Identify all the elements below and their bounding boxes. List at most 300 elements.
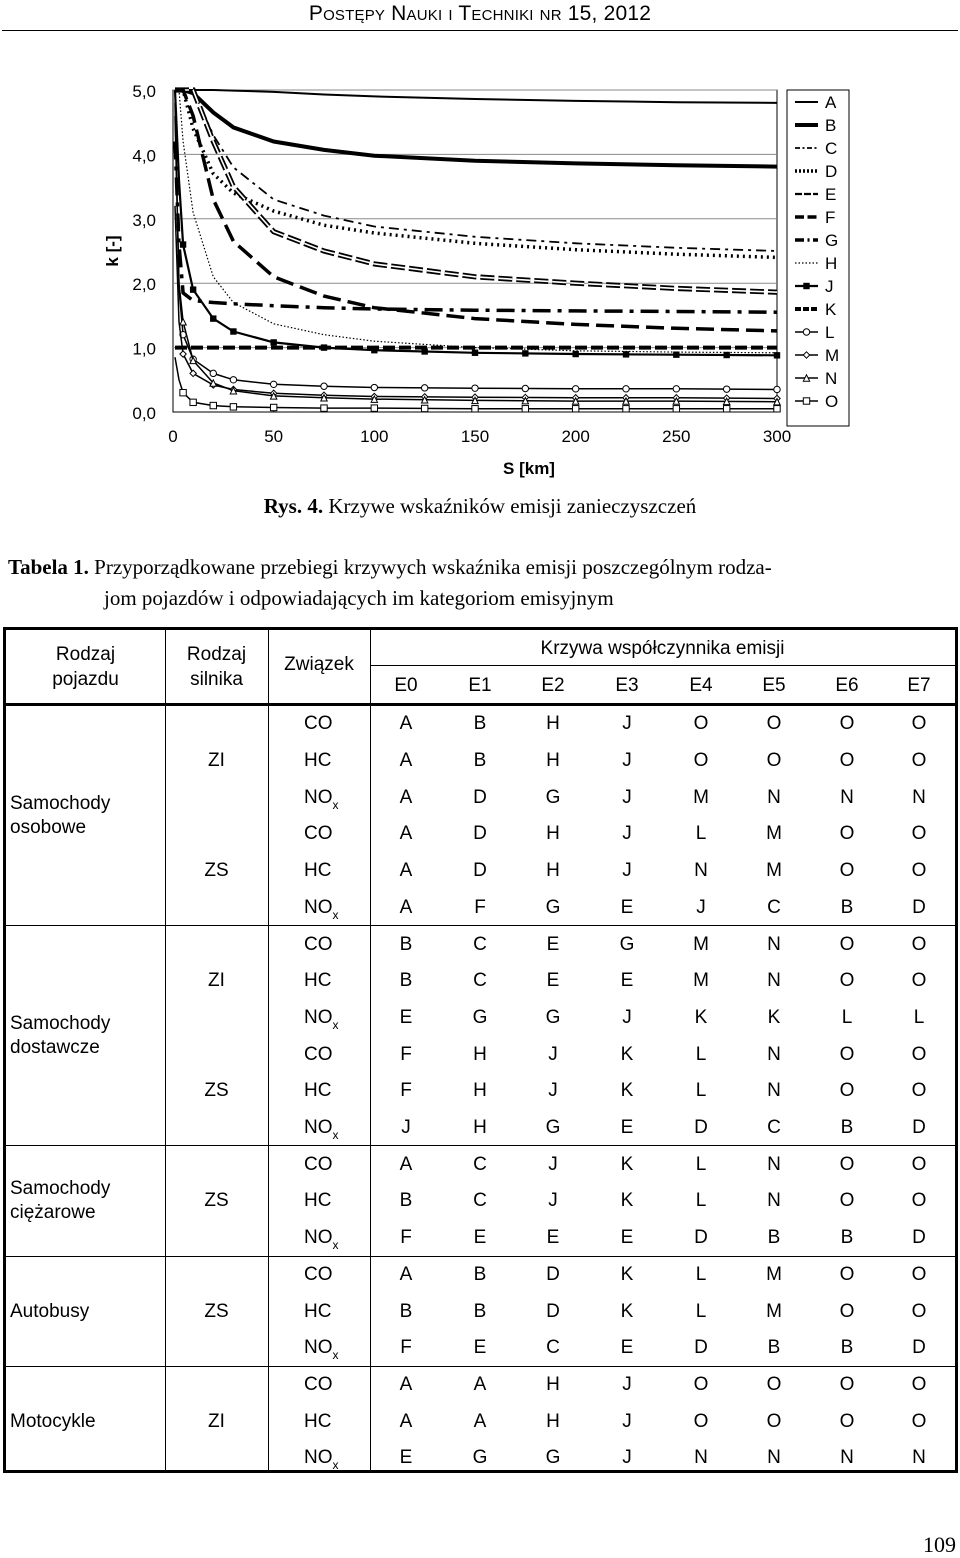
series-point-o [723,406,729,412]
compound-name: NO [304,896,333,918]
compound-subscript: x [332,797,339,812]
curve-cell: D [912,1227,926,1249]
table-caption-line2: jom pojazdów i odpowiadających im kategoriom emisyjnym [104,586,614,610]
curve-cell: B [840,1117,854,1139]
table-label: Tabela 1. [8,555,89,579]
curve-cell: L [913,1006,925,1028]
curve-cell: G [545,786,561,808]
series-point-j [190,286,196,292]
series-point-j [472,350,478,356]
compound-name: NO [304,1447,333,1469]
series-point-l [472,385,478,391]
header-curve: Krzywa współczynnika emisji [540,638,785,659]
journal-title: Postępy Nauki i Techniki nr 15, 2012 [308,2,652,25]
figure-caption [0,494,960,519]
compound [304,970,331,992]
curve-cell: J [622,713,632,735]
curve-cell: O [839,1300,855,1322]
x-tick-label: 250 [662,427,691,446]
curve-cell: O [911,1410,927,1432]
curve-cell: D [694,1227,708,1249]
compound [304,1190,331,1212]
curve-cell: B [767,1337,781,1359]
curve-cell: E [546,970,560,992]
engine-type: ZI [208,1410,225,1432]
compound [304,750,331,772]
series-point-j [723,352,729,358]
series-point-l [210,370,216,376]
y-tick-label: 3,0 [132,210,156,230]
curve-cell: H [546,823,560,845]
compound-name: HC [304,1410,332,1432]
series-point-j [572,351,578,357]
curve-cell: K [620,1263,634,1285]
curve-cell: B [473,1263,487,1285]
curve-cell: D [473,823,487,845]
curve-cell: J [696,896,706,918]
curve-cell: H [546,1373,560,1395]
group-divider [6,1256,955,1257]
compound-name: CO [304,1153,333,1175]
curve-cell: G [619,933,635,955]
compound [304,1154,333,1176]
legend-label-b: B [825,116,837,135]
compound-name: NO [304,1227,333,1249]
curve-cell: J [622,786,632,808]
series-point-j [230,328,236,334]
curve-cell: O [839,1080,855,1102]
curve-cell: O [839,1153,855,1175]
curve-cell: O [693,1410,709,1432]
series-point-o [472,406,478,412]
legend-label-h: H [825,254,838,273]
figure-caption-text: Krzywe wskaźników emisji zanieczyszczeń [323,494,697,518]
curve-cell: E [620,1227,634,1249]
curve-cell: B [840,1227,854,1249]
compound-name: CO [304,1263,333,1285]
table-caption-line1: Przyporządkowane przebiegi krzywych wskaźnika emisji poszczególnym rodza- [88,555,772,579]
curve-cell: E [546,933,560,955]
vehicle-type: ciężarowe [10,1202,96,1224]
curve-cell: A [399,713,413,735]
series-point-o [623,406,629,412]
table-caption [8,552,953,614]
curve-cell: A [399,860,413,882]
curve-cell: B [473,750,487,772]
compound-name: NO [304,1337,333,1359]
legend-marker-l [803,329,809,335]
curve-cell: N [767,970,781,992]
curve-cell: O [911,933,927,955]
engine-type: ZS [204,1080,229,1102]
compound-name: NO [304,1006,333,1028]
curve-cell: O [911,860,927,882]
curve-cell: N [912,786,926,808]
compound-name: HC [304,1080,332,1102]
y-tick-label: 0,0 [132,404,156,423]
compound-name: NO [304,1117,333,1139]
series-point-l [522,385,528,391]
vehicle-type: osobowe [10,817,87,839]
curve-cell: J [548,1080,558,1102]
curve-cell: G [472,1447,488,1469]
series-point-o [673,406,679,412]
header-category-e6: E6 [835,675,859,696]
curve-cell: O [839,823,855,845]
curve-cell: A [399,1410,413,1432]
series-point-o [371,405,377,411]
page-number: 109 [923,1532,956,1557]
vehicle-type: dostawcze [10,1037,100,1059]
curve-cell: N [767,1447,781,1469]
curve-cell: L [695,1190,707,1212]
curve-cell: H [546,713,560,735]
legend-marker-j [803,283,809,289]
curve-cell: F [400,1337,412,1359]
curve-cell: K [620,1043,634,1065]
curve-cell: D [473,786,487,808]
compound [304,787,339,816]
group-divider [6,1366,955,1367]
header-category-e7: E7 [907,675,931,696]
compound [304,713,333,735]
y-tick-label: 4,0 [132,146,156,166]
curve-cell: O [839,1263,855,1285]
curve-cell: M [766,860,782,882]
curve-cell: C [473,970,487,992]
curve-cell: J [548,1153,558,1175]
series-point-j [774,352,780,358]
curve-cell: J [622,1410,632,1432]
y-tick-label: 1,0 [132,339,156,359]
curve-cell: O [839,1190,855,1212]
curve-cell: F [474,896,486,918]
compound-subscript: x [332,1128,339,1143]
compound-name: CO [304,933,333,955]
curve-cell: O [911,1263,927,1285]
series-point-o [270,404,276,410]
header-vehicle-line1: Rodzaj [55,644,116,665]
curve-cell: K [620,1190,634,1212]
header-category-e5: E5 [762,675,786,696]
header-vehicle-line2: pojazdu [52,669,119,690]
curve-cell: O [839,933,855,955]
curve-cell: J [622,750,632,772]
series-point-l [421,385,427,391]
curve-cell: L [695,1300,707,1322]
compound-subscript: x [332,1238,339,1253]
curve-cell: A [399,786,413,808]
x-tick-label: 0 [168,427,178,446]
curve-cell: N [840,1447,854,1469]
compound-name: HC [304,970,332,992]
column-divider [370,630,371,1470]
curve-cell: C [473,1153,487,1175]
engine-type: ZI [208,750,225,772]
curve-cell: O [766,1410,782,1432]
curve-cell: E [473,1227,487,1249]
curve-cell: J [622,823,632,845]
curve-cell: O [839,970,855,992]
curve-cell: O [693,1373,709,1395]
curve-cell: A [473,1410,487,1432]
figure-label: Rys. 4. [263,494,324,518]
curve-cell: B [399,1300,413,1322]
curve-cell: M [766,1263,782,1285]
compound-subscript: x [332,1348,339,1363]
curve-cell: B [840,1337,854,1359]
group-divider [6,925,955,926]
curve-cell: N [694,1447,708,1469]
compound-name: CO [304,713,333,735]
curve-cell: C [473,1190,487,1212]
curve-cell: L [841,1006,853,1028]
curve-cell: L [695,1263,707,1285]
series-point-j [210,315,216,321]
curve-cell: O [693,713,709,735]
curve-cell: G [545,1117,561,1139]
header-compound: Związek [284,654,354,675]
curve-cell: L [695,1153,707,1175]
series-point-l [774,386,780,392]
y-axis-label: k [-] [103,235,122,267]
curve-cell: E [546,1227,560,1249]
curve-cell: F [400,1080,412,1102]
curve-cell: H [473,1043,487,1065]
compound-subscript: x [332,1017,339,1032]
curve-cell: H [473,1080,487,1102]
compound-name: CO [304,823,333,845]
legend-label-n: N [825,369,838,388]
curve-cell: A [399,750,413,772]
curve-cell: M [766,1300,782,1322]
curve-cell: O [693,750,709,772]
compound-name: HC [304,860,332,882]
curve-cell: C [546,1337,560,1359]
legend-label-l: L [825,323,835,342]
engine-type: ZS [204,860,229,882]
curve-cell: J [622,1373,632,1395]
curve-cell: D [694,1117,708,1139]
compound-name: CO [304,1373,333,1395]
curve-cell: B [767,1227,781,1249]
curve-cell: E [399,1447,413,1469]
y-tick-label: 5,0 [132,82,156,101]
curve-cell: C [473,933,487,955]
vehicle-type: Samochody [10,1178,111,1200]
series-point-l [572,386,578,392]
curve-cell: D [546,1300,560,1322]
curve-cell: E [620,1337,634,1359]
curve-cell: H [546,750,560,772]
series-point-j [522,350,528,356]
curve-cell: O [911,970,927,992]
curve-cell: O [839,750,855,772]
x-axis-label: S [km] [503,459,555,478]
legend-marker-o [803,398,809,404]
curve-cell: O [911,1043,927,1065]
header-subrule [370,665,955,666]
curve-cell: O [839,713,855,735]
header-rule [6,703,955,706]
curve-cell: E [620,896,634,918]
series-point-l [723,386,729,392]
legend-label-j: J [825,277,834,296]
curve-cell: N [767,1043,781,1065]
compound-name: HC [304,750,332,772]
series-point-l [371,384,377,390]
curve-cell: D [912,1337,926,1359]
curve-cell: O [911,1373,927,1395]
curve-cell: L [695,1080,707,1102]
curve-cell: B [473,1300,487,1322]
curve-cell: G [472,1006,488,1028]
header-category-e0: E0 [394,675,418,696]
emission-category-table [3,627,958,1473]
curve-cell: L [695,1043,707,1065]
curve-cell: K [620,1300,634,1322]
curve-cell: O [911,1080,927,1102]
curve-cell: A [399,1373,413,1395]
compound [304,1227,339,1256]
legend-label-f: F [825,208,836,227]
series-point-o [180,389,186,395]
series-point-l [321,383,327,389]
curve-cell: D [912,1117,926,1139]
curve-cell: F [400,1043,412,1065]
series-point-o [210,402,216,408]
curve-cell: B [399,970,413,992]
curve-cell: A [473,1373,487,1395]
curve-cell: N [767,1190,781,1212]
header-engine-line1: Rodzaj [186,644,247,665]
series-point-o [774,406,780,412]
series-point-l [230,377,236,383]
curve-cell: B [399,1190,413,1212]
series-point-o [572,406,578,412]
curve-cell: N [767,786,781,808]
curve-cell: N [912,1447,926,1469]
series-point-j [270,339,276,345]
curve-cell: B [840,896,854,918]
compound [304,1337,339,1366]
legend-label-k: K [825,300,837,319]
curve-cell: C [767,1117,781,1139]
curve-cell: J [548,1043,558,1065]
compound [304,1264,333,1286]
header-rule [2,30,958,31]
header-engine-line2: silnika [190,669,243,690]
curve-cell: O [911,1300,927,1322]
curve-cell: E [620,1117,634,1139]
header-category-e2: E2 [541,675,565,696]
x-tick-label: 150 [460,427,490,446]
curve-cell: J [401,1117,411,1139]
series-point-l [673,386,679,392]
legend-label-d: D [825,162,838,181]
curve-cell: E [473,1337,487,1359]
curve-cell: E [620,970,634,992]
column-divider [268,630,269,1470]
curve-cell: A [399,1263,413,1285]
curve-cell: M [693,933,709,955]
curve-cell: D [912,896,926,918]
curve-cell: K [767,1006,781,1028]
curve-cell: K [620,1080,634,1102]
emission-curves-chart [0,75,960,485]
curve-cell: D [694,1337,708,1359]
engine-type: ZS [204,1190,229,1212]
x-tick-label: 50 [264,427,284,446]
curve-cell: J [622,860,632,882]
series-point-j [180,241,186,247]
legend-label-c: C [825,139,838,158]
compound [304,1301,331,1323]
compound [304,897,339,926]
curve-cell: O [766,713,782,735]
legend-label-a: A [825,93,837,112]
curve-cell: N [767,933,781,955]
curve-cell: O [839,1373,855,1395]
legend-label-o: O [825,392,839,411]
x-tick-label: 200 [561,427,590,446]
curve-cell: H [546,1410,560,1432]
curve-cell: O [839,1410,855,1432]
header-category-e3: E3 [615,675,639,696]
y-tick-label: 2,0 [132,275,156,295]
compound [304,860,331,882]
engine-type: ZI [208,970,225,992]
curve-cell: O [911,1190,927,1212]
series-point-l [270,381,276,387]
compound [304,823,333,845]
curve-cell: M [693,970,709,992]
vehicle-type: Samochody [10,793,111,815]
curve-cell: G [545,1447,561,1469]
engine-type: ZS [204,1300,229,1322]
curve-cell: K [694,1006,708,1028]
curve-cell: D [546,1263,560,1285]
curve-cell: O [911,1153,927,1175]
legend-box [787,90,849,426]
curve-cell: N [767,1153,781,1175]
curve-cell: J [622,1447,632,1469]
curve-cell: F [400,1227,412,1249]
curve-cell: D [473,860,487,882]
compound [304,1374,333,1396]
curve-cell: O [839,860,855,882]
curve-cell: L [695,823,707,845]
compound-name: NO [304,786,333,808]
vehicle-type: Samochody [10,1013,111,1035]
compound-name: HC [304,1190,332,1212]
curve-cell: E [399,1006,413,1028]
compound [304,1117,339,1146]
series-point-o [321,405,327,411]
series-point-l [623,386,629,392]
curve-cell: J [622,1006,632,1028]
curve-cell: N [694,860,708,882]
series-point-o [522,406,528,412]
curve-cell: J [548,1190,558,1212]
curve-cell: B [399,933,413,955]
compound [304,1080,331,1102]
curve-cell: K [620,1153,634,1175]
legend-label-m: M [825,346,840,365]
curve-cell: M [693,786,709,808]
header-category-e4: E4 [689,675,713,696]
running-header [0,0,960,32]
